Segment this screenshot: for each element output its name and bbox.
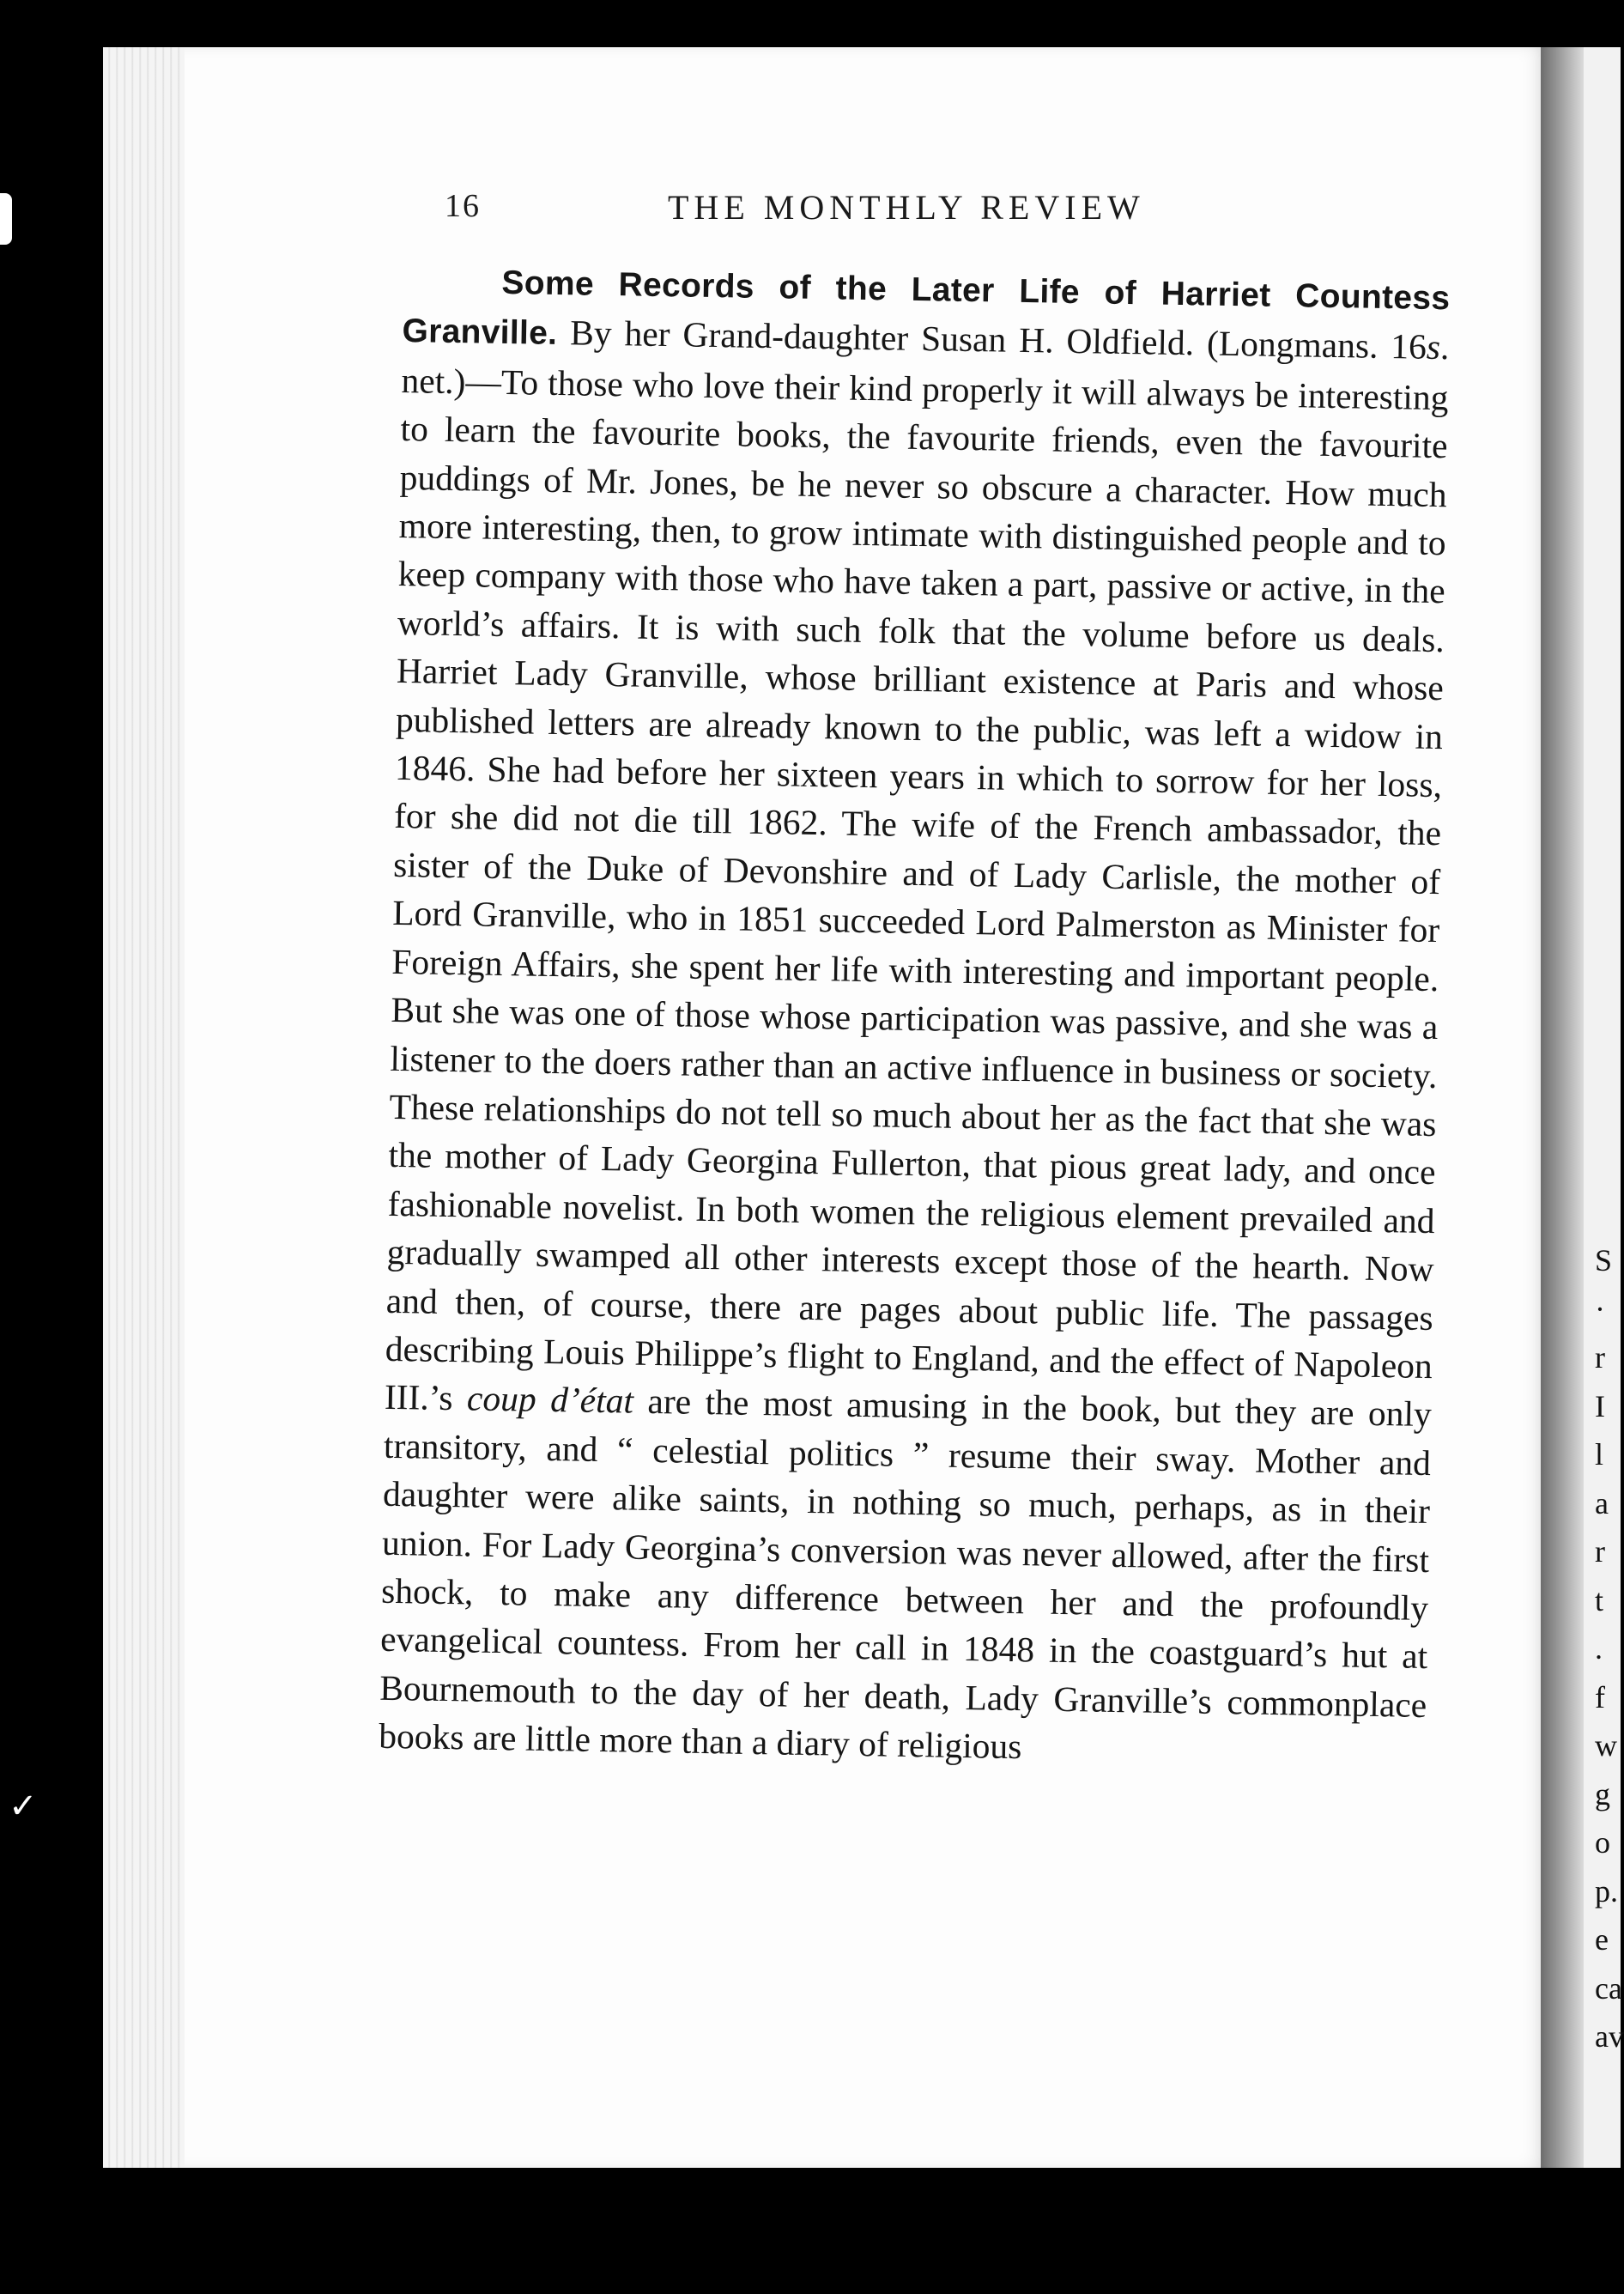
review-entry: [379, 256, 1451, 1778]
page-number: 16: [445, 188, 481, 224]
byline: By her Grand-daughter Susan H. Oldfield. (Longmans. 16: [556, 313, 1427, 367]
book-title: Some Records of the Later Life of Harriet Countess Granville.: [402, 264, 1451, 353]
margin-tick: ✓: [9, 1787, 38, 1825]
review-text-1: . net.)—To those who love their kind properly it will always be interesting to learn the favourite books, the favourite friends, even the favourite puddings of Mr. Jones, be he never so obscure a character. How much more interesting, then, to grow intimate with distinguished people and to keep company with those who have taken a part, passive or active, in the world’s affairs. It is with such folk that the volume before us deals. Harriet Lady Granville, whose brilliant existence at Paris and whose published letters are already known to the public, was left a widow in 1846. She had before her sixteen years in which to sorrow for her loss, for she did not die till 1862. The wife of the French ambassador, the sister of the Duke of Devonshire and of Lady Carlisle, the mother of Lord Granville, who in 1851 succeeded Lord Palmerston as Minister for Foreign Affairs, she spent her life with interesting and important people. But she was one of those whose participation was passive, and she was a listener to the doers rather than an active influence in business or society. These relationships do not tell so much about her as the fact that she was the mother of Lady Georgina Fullerton, that pious great lady, and once fashionable novelist. In both women the religious element prevailed and gradually swamped all other interests except those of the hearth. Now and then, of course, there are pages about public life. The passages describing Louis Philippe’s flight to England, and the effect of Napoleon III.’s: [384, 327, 1450, 1418]
running-head: [445, 187, 1457, 239]
review-text-2: are the most amusing in the book, but they are only transitory, and “ celestial politics ” resume their sway. Mother and daughter were alike saints, in nothing so much, perhaps, as in their union. For Lady Georgina’s conversion was never allowed, after the first shock, to make any difference between her and the profoundly evangelical countess. From her call in 1848 in the coastguard’s hut at Bournemouth to the day of her death, Lady Granville’s commonplace books are little more than a diary of religious: [379, 1381, 1433, 1767]
coup-phrase: coup d’état: [466, 1378, 634, 1421]
margin-mark: [0, 193, 12, 245]
price-unit: s: [1426, 327, 1441, 367]
running-title: THE MONTHLY REVIEW: [668, 188, 1145, 227]
review-paragraph: [379, 256, 1451, 1778]
facing-page-text: S · r I l a r t . f w g o p. e ca av: [1595, 1243, 1624, 2054]
